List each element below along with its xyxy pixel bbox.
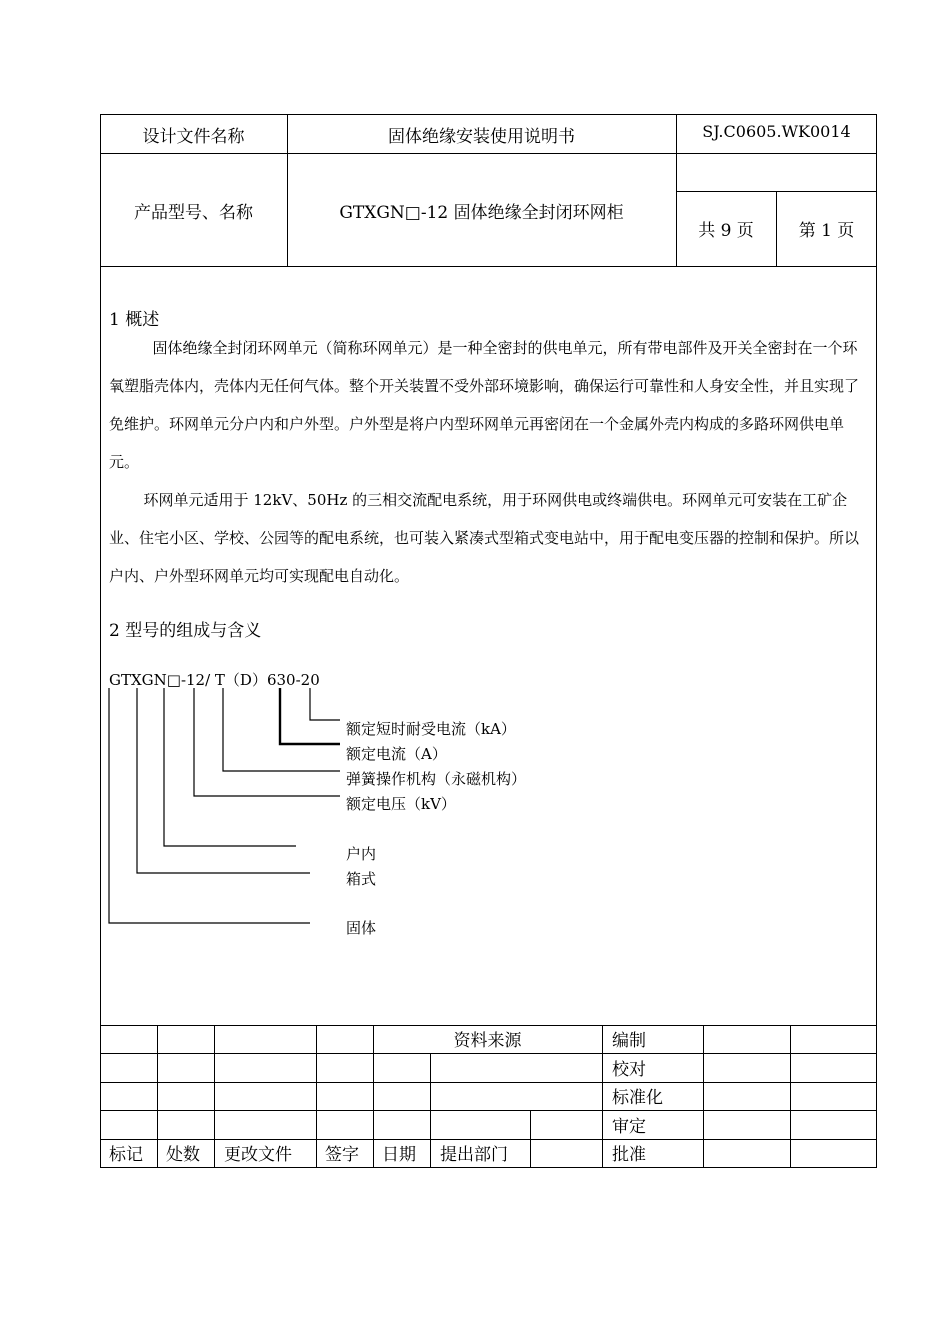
footer-col-5 — [430, 1053, 431, 1168]
mark-label: 标记 — [109, 1145, 143, 1165]
product-label: 产品型号、名称 — [134, 203, 253, 223]
label-mechanism: 弹簧操作机构（永磁机构） — [346, 770, 527, 788]
line-short-time-current — [310, 688, 340, 720]
line-rated-voltage — [194, 688, 340, 796]
product-value: GTXGN□-12 固体绝缘全封闭环网柜 — [339, 203, 624, 223]
dept-label: 提出部门 — [440, 1145, 508, 1165]
source-label: 资料来源 — [453, 1031, 522, 1051]
footer-row-2 — [100, 1053, 877, 1054]
section1-title: 1 概述 — [109, 310, 160, 330]
label-solid: 固体 — [346, 919, 377, 937]
approve-label: 批准 — [612, 1145, 646, 1165]
section1-para1: 固体绝缘全封闭环网单元（简称环网单元）是一种全密封的供电单元，所有带电部件及开关全密封在一个环氧塑脂壳体内，壳体内无任何气体。整个开关装置不受外部环境影响，确保运行可靠性和人身安全性，并且实现了免维护。环网单元分户内和户外型。户外型是将户内型环网单元再密闭在一个金属外壳内构成的多路环网供电单元。 — [109, 339, 860, 471]
section1-para2: 环网单元适用于 12kV、50Hz 的三相交流配电系统，用于环网供电或终端供电。环网单元可安装在工矿企业、住宅小区、学校、公园等的配电系统，也可装入紧凑式型箱式变电站中，用于配电变压器的控制和保护。所以户内、户外型环网单元均可实现配电自动化。 — [109, 491, 860, 585]
design-file-value: 固体绝缘安装使用说明书 — [388, 127, 575, 147]
footer-col-9 — [790, 1025, 791, 1168]
label-box: 箱式 — [346, 870, 377, 888]
review-label: 审定 — [612, 1117, 646, 1137]
count-label: 处数 — [166, 1145, 200, 1165]
check-label: 校对 — [612, 1060, 646, 1080]
footer-col-2 — [214, 1025, 215, 1168]
footer-col-1 — [157, 1025, 158, 1168]
standardize-label: 标准化 — [612, 1088, 663, 1108]
change-doc-label: 更改文件 — [224, 1145, 292, 1165]
label-indoor: 户内 — [346, 845, 377, 863]
label-short-time-current: 额定短时耐受电流（kA） — [346, 720, 516, 738]
compile-label: 编制 — [612, 1031, 646, 1051]
date-label: 日期 — [382, 1145, 416, 1165]
sign-label: 签字 — [325, 1145, 359, 1165]
label-rated-current: 额定电流（A） — [346, 745, 447, 763]
doc-code: SJ.C0605.WK0014 — [702, 122, 851, 141]
page-number: 第 1 页 — [798, 221, 855, 241]
footer-col-8 — [703, 1025, 704, 1168]
design-file-label: 设计文件名称 — [142, 127, 245, 147]
total-pages: 共 9 页 — [698, 221, 754, 241]
footer-row-4 — [100, 1110, 877, 1111]
model-code: GTXGN□-12/ T（D）630-20 — [109, 671, 320, 689]
label-rated-voltage: 额定电压（kV） — [346, 795, 456, 813]
line-mechanism — [223, 688, 340, 771]
line-indoor — [164, 688, 296, 846]
section2-title: 2 型号的组成与含义 — [109, 621, 262, 641]
footer-col-3 — [316, 1025, 317, 1168]
footer-col-7 — [602, 1025, 603, 1168]
footer-row-3 — [100, 1082, 877, 1083]
footer-col-6 — [530, 1110, 531, 1168]
